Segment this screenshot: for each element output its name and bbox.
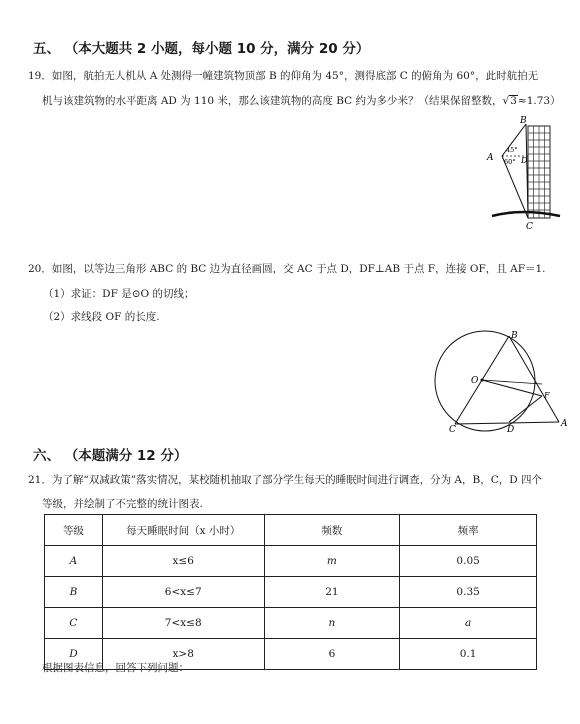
table-cell: x≤6 — [102, 546, 264, 577]
q20-sub-1: （1）求证：DF 是⊙O 的切线； — [43, 288, 195, 300]
table-cell: 7<x≤8 — [102, 608, 264, 639]
label-C: C — [526, 222, 533, 232]
sleep-stats-table — [44, 514, 537, 670]
table-cell: A — [45, 546, 103, 577]
header-cell: 频率 — [400, 515, 537, 546]
table-cell: x>8 — [102, 639, 264, 670]
label-F: F — [544, 391, 550, 400]
table-cell: n — [264, 608, 400, 639]
table-cell: 0.05 — [400, 546, 537, 577]
table-cell: 6<x≤7 — [102, 577, 264, 608]
table-cell: B — [45, 577, 103, 608]
sqrt-symbol: √ — [502, 95, 510, 107]
label-A: A — [487, 153, 494, 163]
table-cell: D — [45, 639, 103, 670]
angle-60-label: 60° — [504, 158, 516, 166]
label-B: B — [511, 331, 518, 341]
label-C: C — [449, 425, 456, 434]
table-cell: 0.35 — [400, 577, 537, 608]
q19-line-2-approx: ≈1.73） — [517, 95, 561, 107]
q20-line-1: 20．如图，以等边三角形 ABC 的 BC 边为直径画圆，交 AC 于点 D，DF⊥AB 于点 F，连接 OF，且 AF＝1. — [28, 263, 546, 275]
q19-line-2 — [42, 93, 561, 108]
table-cell: 21 — [264, 577, 400, 608]
label-D: D — [521, 156, 528, 165]
header-cell: 每天睡眠时间（x 小时） — [102, 515, 264, 546]
label-B: B — [520, 116, 527, 126]
table-cell: 6 — [264, 639, 400, 670]
label-O: O — [471, 376, 479, 386]
q20-sub-2: （2）求线段 OF 的长度. — [43, 311, 160, 323]
segment-DF — [509, 396, 542, 422]
q19-building-figure — [482, 112, 562, 232]
table-cell: C — [45, 608, 103, 639]
q19-line-2-text: 机与该建筑物的水平距离 AD 为 110 米，那么该建筑物的高度 BC 约为多少米？（结果保留整数， — [42, 95, 503, 107]
sqrt-radicand: 3 — [510, 95, 517, 107]
q19-line-1: 19．如图，航拍无人机从 A 处测得一幢建筑物顶部 B 的仰角为 45°，测得底部 C 的俯角为 60°，此时航拍无 — [28, 70, 539, 82]
q21-line-1: 21．为了解“双减政策”落实情况，某校随机抽取了部分学生每天的睡眠时间进行调查，分为 A，B，C，D 四个 — [28, 474, 543, 486]
side-BA — [509, 336, 559, 422]
q21-footer: 根据图表信息，回答下列问题： — [42, 662, 189, 674]
table-row — [45, 546, 537, 577]
label-A: A — [561, 419, 568, 429]
table-header-row — [45, 515, 537, 546]
table-row — [45, 608, 537, 639]
angle-45-label: 45° — [506, 146, 518, 154]
q20-circle-figure — [425, 326, 573, 434]
label-D: D — [507, 425, 515, 434]
table-cell: m — [264, 546, 400, 577]
table-cell: 0.1 — [400, 639, 537, 670]
q21-line-2: 等级，并绘制了不完整的统计图表. — [42, 498, 203, 510]
section-6-title: 六、 （本题满分 12 分） — [33, 448, 188, 464]
section-5-title: 五、 （本大题共 2 小题，每小题 10 分，满分 20 分） — [33, 41, 370, 57]
side-CA — [455, 422, 559, 424]
point-O — [481, 379, 484, 382]
header-cell: 等级 — [45, 515, 103, 546]
table-cell: a — [400, 608, 537, 639]
table-row — [45, 577, 537, 608]
header-cell: 频数 — [264, 515, 400, 546]
